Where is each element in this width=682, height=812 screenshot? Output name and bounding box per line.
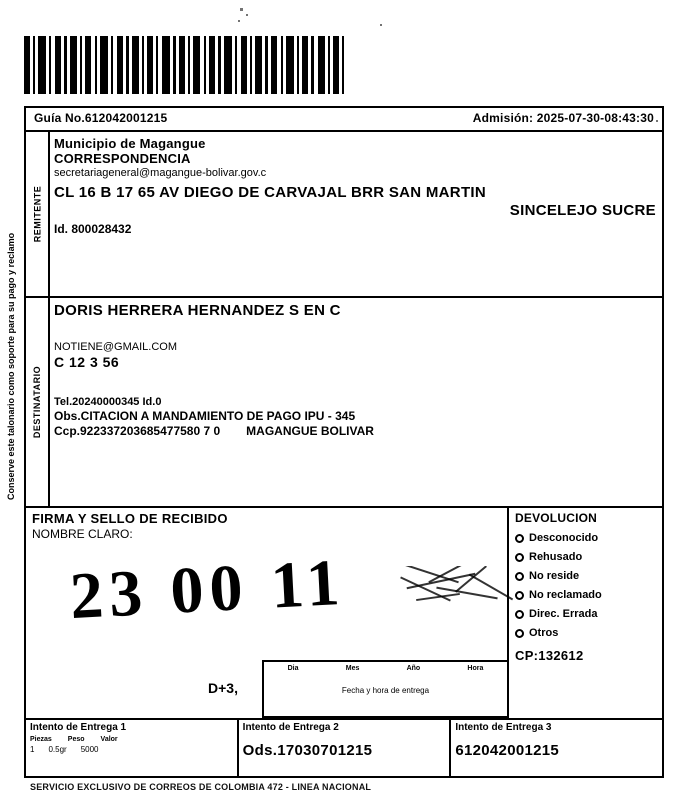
recipient-tel-id: Tel.20240000345 Id.0 [54,396,162,408]
barcode-bar [318,36,325,94]
admission-datetime: Admisión: 2025-07-30-08:43:30 [472,111,654,125]
side-vertical-note: Conserve este talonario como soporte para su pago y reclamo [6,232,16,500]
recipient-observation: Obs.CITACION A MANDAMIENTO DE PAGO IPU - 345 [54,409,356,423]
sender-entity: Municipio de Magangue [54,136,206,151]
barcode-gap [344,36,347,94]
delivery-datetime-box[interactable] [262,660,509,718]
bottom-section [26,508,662,776]
recipient-side-label [26,298,50,506]
attempt-header: Intento de Entrega 2 [242,722,339,733]
mini-value-valor: 5000 [80,745,99,754]
radio-icon[interactable] [515,629,524,638]
delivery-attempts-row [26,720,662,776]
barcode-bar [70,36,77,94]
signature-title: FIRMA Y SELLO DE RECIBIDO [32,511,228,526]
return-option-otros[interactable] [515,627,656,639]
col-mes: Mes [345,665,360,672]
radio-icon[interactable] [515,591,524,600]
return-option-label: Direc. Errada [529,608,598,620]
ink-scribble [396,566,526,606]
delivery-days: D+3, [208,680,238,696]
delivery-datetime-headers [264,662,507,672]
return-reasons-panel [509,508,662,720]
return-option-desconocido[interactable] [515,532,656,544]
attempt-header: Intento de Entrega 3 [455,722,552,733]
radio-icon[interactable] [515,610,524,619]
attempt-mini-headers [30,736,233,743]
return-option-label: No reclamado [529,589,602,601]
noise-speck [380,24,382,26]
footer-note: SERVICIO EXCLUSIVO DE CORREOS DE COLOMBIA 472 - LINEA NACIONAL [30,782,372,792]
col-hora: Hora [467,665,484,672]
return-option-rehusado[interactable] [515,551,656,563]
label-frame [24,106,664,778]
return-option-no-reclamado[interactable] [515,589,656,601]
sender-city: SINCELEJO SUCRE [509,202,656,219]
return-title: DEVOLUCION [515,511,598,525]
radio-icon[interactable] [515,553,524,562]
attempt-mini-values [30,745,233,754]
barcode-bar [286,36,294,94]
return-option-label: No reside [529,570,580,582]
noise-speck [246,14,248,16]
return-option-label: Desconocido [529,532,599,544]
radio-icon[interactable] [515,572,524,581]
mini-header-peso: Peso [67,736,85,743]
sender-email: secretariageneral@magangue-bolivar.gov.c [54,167,267,179]
noise-speck [240,8,243,11]
recipient-document: C 12 3 56 [54,354,120,370]
mini-header-valor: Valor [100,736,118,743]
sender-side-label-text: REMITENTE [32,185,43,243]
mini-value-peso: 0.5gr [48,745,67,754]
barcode-bar [162,36,170,94]
sender-address: CL 16 B 17 65 AV DIEGO DE CARVAJAL BRR SAN MARTIN [54,184,487,201]
attempt-code: Ods.17030701215 [242,742,373,759]
recipient-body [48,298,662,506]
recipient-ccp: Ccp.922337203685477580 7 0 [54,424,221,438]
delivery-datetime-caption: Fecha y hora de entrega [341,686,430,695]
mini-header-piezas: Piezas [30,736,52,743]
recipient-side-label-text: DESTINATARIO [32,365,43,439]
barcode-bar [193,36,200,94]
barcode-bar [100,36,108,94]
col-ano: Año [406,665,421,672]
radio-icon[interactable] [515,534,524,543]
attempt-code: 612042001215 [455,742,560,759]
sender-id: Id. 800028432 [54,222,132,236]
sender-body [48,132,662,241]
recipient-name: DORIS HERRERA HERNANDEZ S EN C [54,302,341,319]
signature-subtitle: NOMBRE CLARO: [32,527,133,541]
barcode [24,36,664,94]
return-option-direccion-errada[interactable] [515,608,656,620]
sender-department: CORRESPONDENCIA [54,151,191,166]
sender-block [26,132,662,298]
return-option-label: Rehusado [529,551,583,563]
guia-row [26,108,662,132]
sender-side-label [26,132,50,296]
handwritten-signature: 23 00 11 [68,545,348,634]
barcode-bar [38,36,46,94]
mini-value-piezas: 1 [30,745,35,754]
noise-speck [238,20,240,22]
recipient-ccp-row [54,424,656,438]
recipient-email: NOTIENE@GMAIL.COM [54,341,178,353]
delivery-attempt-1[interactable] [26,720,239,776]
recipient-city: MAGANGUE BOLIVAR [246,424,374,438]
col-dia: Dia [287,665,299,672]
return-option-label: Otros [529,627,559,639]
postal-code: CP:132612 [515,648,584,663]
barcode-bar [224,36,232,94]
attempt-header: Intento de Entrega 1 [30,722,127,733]
recipient-block [26,298,662,508]
delivery-attempt-2[interactable] [239,720,452,776]
barcode-bar [132,36,139,94]
return-option-no-reside[interactable] [515,570,656,582]
delivery-attempt-3[interactable] [451,720,662,776]
barcode-bar [255,36,262,94]
guia-number: Guía No.612042001215 [34,111,168,125]
